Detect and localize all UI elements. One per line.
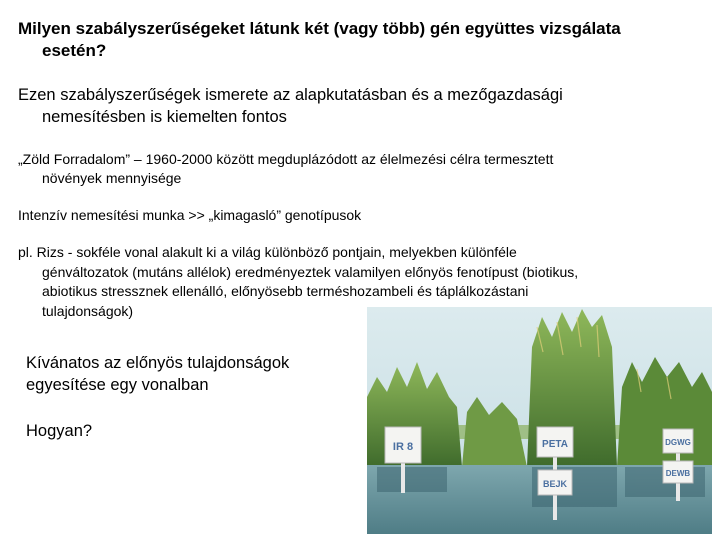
rice-field-photo (367, 307, 712, 534)
breeding-text: Intenzív nemesítési munka >> „kimagasló” genotípusok (18, 207, 362, 223)
rice-line-2: génváltozatok (mutáns allélok) eredményeztek valamilyen előnyös fenotípust (biotikus, (42, 263, 579, 280)
breeding-paragraph (18, 206, 708, 225)
question-heading (18, 18, 708, 62)
how-text: Hogyan? (26, 422, 93, 440)
question-line-1: Milyen szabályszerűségeket látunk két (vagy több) gén együttes vizsgálata (18, 19, 621, 38)
desirable-line-2: egyesítése egy vonalban (26, 376, 209, 394)
sign-dewb-label: DEWB (665, 469, 691, 478)
sign-bejk-label: BEJK (542, 479, 568, 489)
rice-line-3: abiotikus stressznek ellenálló, előnyösebb terméshozambeli és táplálkozástani (42, 283, 529, 299)
rice-line-1: pl. Rizs - sokféle vonal alakult ki a világ különböző pontjain, melyekben különféle (18, 244, 517, 260)
how-question (26, 420, 226, 442)
green-revolution-paragraph (18, 150, 708, 188)
rice-line-4: tulajdonságok) (42, 302, 134, 319)
desirable-traits-text (26, 352, 346, 396)
sign-ir8-label: IR 8 (392, 441, 414, 453)
rice-field-illustration (367, 307, 712, 534)
importance-line-2: nemesítésben is kiemelten fontos (42, 108, 287, 126)
sign-peta-label: PETA (542, 439, 568, 450)
importance-line-1: Ezen szabályszerűségek ismerete az alapkutatásban és a mezőgazdasági (18, 86, 563, 104)
green-revolution-line-1: „Zöld Forradalom” – 1960-2000 között megduplázódott az élelmezési célra termesztett (18, 151, 554, 167)
importance-paragraph (18, 84, 708, 128)
sign-dgwg-label: DGWG (665, 438, 691, 447)
question-line-2: esetén? (42, 41, 107, 60)
desirable-line-1: Kívánatos az előnyös tulajdonságok (26, 354, 290, 372)
green-revolution-line-2: növények mennyisége (42, 170, 182, 186)
